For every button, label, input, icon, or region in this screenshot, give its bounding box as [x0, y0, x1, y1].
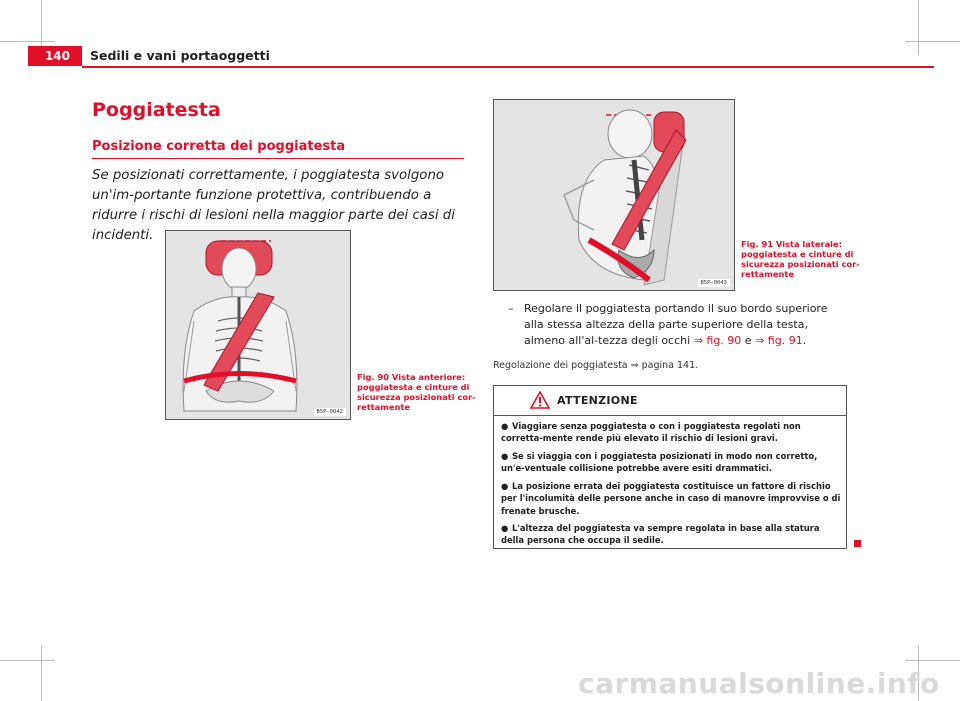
warning-text: Viaggiare senza poggiatesta o con i poggiatesta regolati non corretta-mente rende più elevato il rischio di lesioni gravi.	[501, 421, 801, 444]
warning-item	[501, 480, 841, 517]
caption-line: sicurezza posizionati cor-	[741, 259, 860, 269]
figure-code: B5P-0042	[314, 408, 347, 416]
warning-header	[494, 386, 846, 416]
subsection-divider	[92, 158, 464, 159]
crop-mark	[41, 646, 42, 701]
warning-box	[493, 385, 847, 549]
warning-item	[501, 522, 841, 547]
page-reference: Regolazione dei poggiatesta ⇒ pagina 141.	[493, 360, 699, 371]
figure-front-view	[165, 230, 351, 420]
step-text-part: Regolare il poggiatesta portando il suo bordo superiore alla stessa altezza della parte superiore della testa, almeno all'al-tezza degli occhi	[524, 302, 828, 347]
fig-90-link[interactable]: ⇒ fig. 90	[693, 334, 742, 347]
warning-text: Se si viaggia con i poggiatesta posizionati in modo non corretto, un'e-ventuale collisione potrebbe avere esiti drammatici.	[501, 451, 818, 474]
section-title: Poggiatesta	[92, 99, 221, 121]
crop-mark	[0, 660, 55, 661]
chapter-title: Sedili e vani portaoggetti	[90, 48, 270, 63]
step-text-part: e	[741, 334, 756, 347]
warning-triangle-icon	[530, 391, 550, 409]
bullet-icon: ●	[501, 523, 509, 533]
warning-text: La posizione errata dei poggiatesta costituisce un fattore di rischio per l'incolumità delle persone anche in caso di manovre improvvise o di frenate brusche.	[501, 481, 841, 516]
caption-line: rettamente	[357, 402, 411, 412]
caption-line: poggiatesta e cinture di	[357, 382, 470, 392]
step-text	[524, 301, 844, 349]
crop-mark	[905, 41, 960, 42]
page-number: 140	[28, 46, 82, 66]
step-text-part: .	[802, 334, 807, 347]
caption-line: Fig. 91 Vista laterale:	[741, 239, 842, 249]
bullet-icon: ●	[501, 421, 509, 431]
caption-line: Fig. 90 Vista anteriore:	[357, 372, 466, 382]
caption-line: poggiatesta e cinture di	[741, 249, 854, 259]
figure-side-view	[493, 99, 735, 291]
bullet-icon: ●	[501, 451, 509, 461]
warning-item	[501, 420, 841, 445]
watermark: carmanualsonline.info	[578, 667, 940, 700]
section-end-marker	[854, 540, 861, 547]
figure-caption	[741, 239, 860, 279]
subsection-title: Posizione corretta dei poggiatesta	[92, 139, 346, 154]
side-view-illustration	[494, 100, 734, 290]
step-dash: –	[508, 302, 514, 315]
caption-line: sicurezza posizionati cor-	[357, 392, 476, 402]
intro-paragraph: Se posizionati correttamente, i poggiatesta svolgono un'im-portante funzione protettiva, contribuendo a ridurre i rischi di lesioni nella maggior parte dei casi di incidenti.	[92, 168, 455, 243]
crop-mark	[905, 660, 960, 661]
figure-caption	[357, 372, 476, 412]
fig-91-link[interactable]: ⇒ fig. 91	[755, 334, 803, 347]
header-divider	[82, 66, 934, 68]
warning-title: ATTENZIONE	[557, 394, 638, 407]
figure-code: B5P-0043	[698, 279, 731, 287]
caption-line: rettamente	[741, 269, 795, 279]
warning-text: L'altezza del poggiatesta va sempre regolata in base alla statura della persona che occupa il sedile.	[501, 523, 820, 546]
bullet-icon: ●	[501, 481, 509, 491]
front-view-illustration	[166, 231, 350, 419]
warning-item	[501, 450, 841, 475]
crop-mark	[0, 41, 55, 42]
crop-mark	[918, 0, 919, 55]
